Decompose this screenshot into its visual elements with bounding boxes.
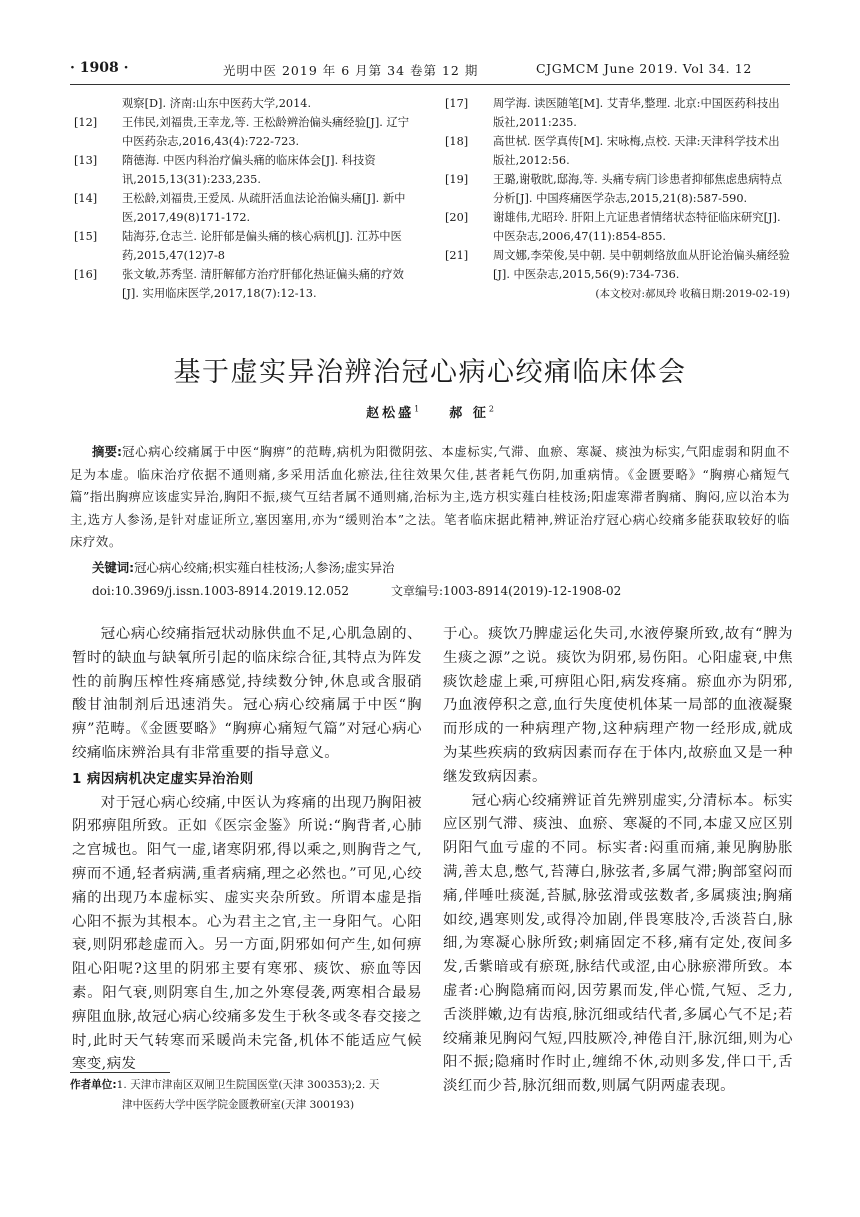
reference-item: [20] 谢雄伟,尤昭玲. 肝阳上亢证患者情绪状态特征临床研究[J]. 中医杂志,2006,47(11):854-855. bbox=[445, 211, 781, 243]
running-header bbox=[70, 60, 790, 82]
references-left bbox=[74, 94, 419, 303]
reference-item: [12] 王伟民,刘福贵,王幸龙,等. 王松龄辨治偏头痛经验[J]. 辽宁中医药杂志,2016,43(4):722-723. bbox=[74, 116, 410, 148]
footnote-rule bbox=[70, 1072, 170, 1073]
abstract-text: 冠心病心绞痛属于中医“胸痹”的范畴,病机为阳微阴弦、本虚标实,气滞、血瘀、寒凝、痰浊为标实,气阳虚弱和阴血不足为本虚。临床治疗依据不通则痛,多采用活血化瘀法,往往效果欠佳,甚者耗气伤阴,加重病情。《金匮要略》“胸痹心痛短气篇”指出胸痹应该虚实异治,胸阳不振,痰气互结者属不通则痛,治标为主,选方枳实薤白桂枝汤;阳虚寒滞者胸痛、胸闷,应以治本为主,选方人参汤,是针对虚证所立,塞因塞用,亦为“缓则治本”之法。笔者临床据此精神,辨证治疗冠心病心绞痛多能获取较好的临床疗效。 bbox=[70, 444, 790, 549]
affiliation-line: 津中医药大学中医学院金匮教研室(天津 300193) bbox=[122, 1099, 355, 1111]
keywords-text: 冠心病心绞痛;枳实薤白桂枝汤;人参汤;虚实异治 bbox=[134, 560, 395, 575]
body-column-left bbox=[72, 623, 422, 1077]
header-rule bbox=[70, 84, 790, 85]
authors bbox=[0, 402, 860, 421]
page-number: · 1908 · bbox=[70, 60, 129, 76]
reference-item: [14] 王松龄,刘福贵,王爱凤. 从疏肝活血法论治偏头痛[J]. 新中医,2017,49(8)171-172. bbox=[74, 192, 406, 224]
reference-item: 观察[D]. 济南:山东中医药大学,2014. bbox=[122, 97, 312, 110]
article-title: 基于虚实异治辨治冠心病心绞痛临床体会 bbox=[173, 357, 687, 388]
section-heading: 1 病因病机决定虚实异治治则 bbox=[72, 771, 254, 787]
reference-item: [18] 高世栻. 医学真传[M]. 宋咏梅,点校. 天津:天津科学技术出版社,2012:56. bbox=[445, 135, 780, 167]
abstract bbox=[70, 441, 790, 554]
body-paragraph: 于心。痰饮乃脾虚运化失司,水液停聚所致,故有“脾为生痰之源”之说。痰饮为阴邪,易伤阳。心阳虚衰,中焦痰饮趁虚上乘,可痹阻心阳,病发疼痛。瘀血亦为阴邪,乃血液停积之意,血行失度使机体某一局部的血液凝聚而形成的一种病理产物,这种病理产物一经形成,就成为某些疾病的致病因素而存在于体内,故瘀血又是一种继发致病因素。 bbox=[443, 626, 793, 785]
journal-name-en: CJGMCM June 2019. Vol 34. 12 bbox=[536, 61, 752, 76]
reference-item: [21] 周文娜,李荣俊,吴中朝. 吴中朝刺络放血从肝论治偏头痛经验[J]. 中医杂志,2015,56(9):734-736. bbox=[445, 249, 790, 281]
abstract-label: 摘要: bbox=[92, 444, 122, 459]
body-paragraph: 对于冠心病心绞痛,中医认为疼痛的出现乃胸阳被阴邪痹阻所致。正如《医宗金鉴》所说:“胸背者,心肺之宫城也。阳气一虚,诸寒阴邪,得以乘之,则胸背之气,痹而不通,轻者病满,重者病痛,理之必然也。”可见,心绞痛的出现乃本虚标实、虚实夹杂所致。所谓本虚是指心阳不振为其根本。心为君主之官,主一身阳气。心阳衰,则阴邪趁虚而入。另一方面,阴邪如何产生,如何痹阻心阳呢?这里的阴邪主要有寒邪、痰饮、瘀血等因素。阳气衰,则阴寒自生,加之外寒侵袭,两寒相合最易痹阻血脉,故冠心病心绞痛多发生于秋冬或冬春交接之时,此时天气转寒而采暖尚未完备,机体不能适应气候寒变,病发 bbox=[72, 794, 422, 1073]
reference-item: [16] 张文敏,苏秀坚. 清肝解郁方治疗肝郁化热证偏头痛的疗效[J]. 实用临床医学,2017,18(7):12-13. bbox=[74, 268, 404, 300]
author-affil-mark: 2 bbox=[488, 404, 494, 414]
body-paragraph: 冠心病心绞痛指冠状动脉供血不足,心肌急剧的、暂时的缺血与缺氧所引起的临床综合征,其特点为阵发性的前胸压榨性疼痛感觉,持续数分钟,休息或含服硝酸甘油制剂后迅速消失。冠心病心绞痛属于中医“胸痹”范畴。《金匮要略》“胸痹心痛短气篇”对冠心病心绞痛临床辨治具有非常重要的指导意义。 bbox=[72, 626, 422, 761]
author-affiliation bbox=[70, 1075, 430, 1115]
reference-item: [13] 隋德海. 中医内科治疗偏头痛的临床体会[J]. 科技资讯,2015,13(31):233,235. bbox=[74, 154, 376, 186]
references-right bbox=[445, 94, 790, 304]
author-name: 赵松盛 bbox=[366, 406, 415, 421]
author-affil-mark: 1 bbox=[414, 404, 420, 414]
doi: doi:10.3969/j.issn.1003-8914.2019.12.052 bbox=[92, 584, 349, 598]
body-column-right bbox=[443, 623, 793, 1099]
article-number: 文章编号:1003-8914(2019)-12-1908-02 bbox=[390, 584, 622, 598]
author-name: 郝 征 bbox=[449, 406, 489, 421]
affiliation-line: 作者单位:1. 天津市津南区双闸卫生院国医堂(天津 300353);2. 天 bbox=[70, 1079, 380, 1091]
keywords-label: 关键词: bbox=[92, 560, 135, 575]
proof-note: (本文校对:郝凤玲 收稿日期:2019-02-19) bbox=[595, 288, 790, 300]
reference-item: [19] 王璐,谢敬眈,邸海,等. 头痛专病门诊患者抑郁焦虑患病特点分析[J]. 中国疼痛医学杂志,2015,21(8):587-590. bbox=[445, 173, 783, 205]
body-paragraph: 冠心病心绞痛辨证首先辨别虚实,分清标本。标实应区别气滞、痰浊、血瘀、寒凝的不同,本虚又应区别阴阳气血亏虚的不同。标实者:闷重而痛,兼见胸胁胀满,善太息,憋气,苔薄白,脉弦者,多属气滞;胸部窒闷而痛,伴唾吐痰涎,苔腻,脉弦滑或弦数者,多属痰浊;胸痛如绞,遇寒则发,或得冷加剧,伴畏寒肢冷,舌淡苔白,脉细,为寒凝心脉所致;刺痛固定不移,痛有定处,夜间多发,舌紫暗或有瘀斑,脉结代或涩,由心脉瘀滞所致。本虚者:心胸隐痛而闷,因劳累而发,伴心慌,气短、乏力,舌淡胖嫩,边有齿痕,脉沉细或结代者,多属心气不足;若绞痛兼见胸闷气短,四肢厥冷,神倦自汗,脉沉细,则为心阳不振;隐痛时作时止,缠绵不休,动则多发,伴口干,舌淡红而少苔,脉沉细而数,则属气阴两虚表现。 bbox=[443, 792, 793, 1095]
reference-item: [17] 周学海. 读医随笔[M]. 艾青华,整理. 北京:中国医药科技出版社,2011:235. bbox=[445, 97, 780, 129]
keywords bbox=[92, 557, 792, 579]
doi-line bbox=[92, 580, 792, 602]
journal-name-cn: 光明中医 2019 年 6 月第 34 卷第 12 期 bbox=[223, 63, 479, 78]
reference-item: [15] 陆海芬,仓志兰. 论肝郁是偏头痛的核心病机[J]. 江苏中医药,2015,47(12)7-8 bbox=[74, 230, 402, 262]
